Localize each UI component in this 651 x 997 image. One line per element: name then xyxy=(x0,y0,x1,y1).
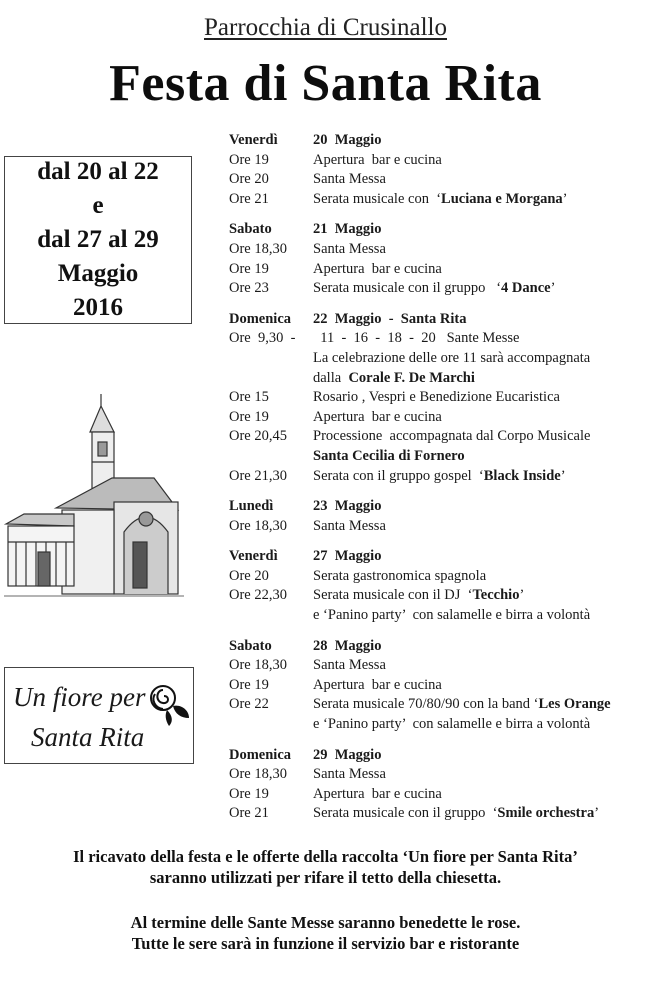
closing-note xyxy=(0,912,651,954)
schedule-row xyxy=(229,427,651,447)
event-description xyxy=(313,804,599,824)
dates-line: dal 20 al 22 xyxy=(37,158,159,185)
dates-line: e xyxy=(92,192,104,219)
event-text: Serata con il gruppo gospel ‘ xyxy=(313,467,484,484)
event-text: Processione accompagnata dal Corpo Musicale xyxy=(313,428,591,445)
page-title: Festa di Santa Rita xyxy=(109,55,542,112)
day-heading xyxy=(229,547,651,567)
day-name: Domenica xyxy=(229,310,292,327)
event-text: Serata musicale con il DJ ‘ xyxy=(313,587,473,604)
day-date: 22 Maggio - Santa Rita xyxy=(313,310,467,327)
schedule-day xyxy=(229,220,651,298)
event-time: Ore 20 xyxy=(229,567,269,584)
event-time: Ore 20 xyxy=(229,171,269,188)
event-time: Ore 18,30 xyxy=(229,240,287,257)
day-date: 29 Maggio xyxy=(313,746,382,763)
schedule-row xyxy=(229,676,651,696)
schedule-row xyxy=(229,369,651,389)
event-text: Serata musicale con ‘ xyxy=(313,190,442,207)
event-time: Ore 18,30 xyxy=(229,657,287,674)
event-time: Ore 18,30 xyxy=(229,766,287,783)
event-time: Ore 18,30 xyxy=(229,517,287,534)
schedule-row xyxy=(229,151,651,171)
event-description xyxy=(313,388,560,408)
day-heading xyxy=(229,497,651,517)
event-description xyxy=(313,170,386,190)
schedule-day xyxy=(229,547,651,625)
schedule-row xyxy=(229,517,651,537)
day-date: 21 Maggio xyxy=(313,221,382,238)
event-time: Ore 22,30 xyxy=(229,587,287,604)
event-text: Serata musicale con il gruppo ‘ xyxy=(313,805,498,822)
event-time: Ore 20,45 xyxy=(229,428,287,445)
event-description xyxy=(313,567,486,587)
day-heading xyxy=(229,220,651,240)
event-time: Ore 19 xyxy=(229,408,269,425)
event-text: e ‘Panino party’ con salamelle e birra a volontà xyxy=(313,716,591,733)
schedule-row xyxy=(229,656,651,676)
dates-box xyxy=(4,156,192,324)
schedule-day xyxy=(229,131,651,209)
schedule-day xyxy=(229,746,651,824)
day-date: 28 Maggio xyxy=(313,637,382,654)
event-time xyxy=(229,349,313,369)
schedule-row xyxy=(229,349,651,369)
event-text: 11 - 16 - 18 - 20 Sante Messe xyxy=(313,330,520,347)
event-time: Ore 19 xyxy=(229,785,269,802)
event-text: ’ xyxy=(560,467,566,484)
schedule-row xyxy=(229,715,651,735)
event-description xyxy=(313,447,465,467)
event-text: Rosario , Vespri e Benedizione Eucaristica xyxy=(313,389,560,406)
schedule-row xyxy=(229,765,651,785)
day-name: Sabato xyxy=(229,637,272,654)
event-description xyxy=(313,695,611,715)
day-name: Venerdì xyxy=(229,548,278,565)
event-highlight: Black Inside xyxy=(483,467,561,484)
proceeds-note-line2: saranno utilizzati per rifare il tetto della chiesetta. xyxy=(149,868,502,887)
event-description xyxy=(313,467,566,487)
schedule-row xyxy=(229,190,651,210)
event-description xyxy=(313,427,590,447)
event-time xyxy=(229,715,313,735)
day-date: 23 Maggio xyxy=(313,498,382,515)
event-time: Ore 21 xyxy=(229,805,269,822)
schedule-row xyxy=(229,447,651,467)
schedule-row xyxy=(229,170,651,190)
event-text: ’ xyxy=(594,805,600,822)
event-highlight: 4 Dance xyxy=(501,280,551,297)
event-description xyxy=(313,408,442,428)
event-text: e ‘Panino party’ con salamelle e birra a volontà xyxy=(313,607,591,624)
event-time: Ore 21 xyxy=(229,190,269,207)
event-time xyxy=(229,606,313,626)
event-description xyxy=(313,517,386,537)
dates-line: Maggio xyxy=(57,260,139,287)
rose-badge-line2: Santa Rita xyxy=(31,722,145,752)
schedule-row xyxy=(229,785,651,805)
event-text: Apertura bar e cucina xyxy=(313,785,442,802)
event-text: Serata gastronomica spagnola xyxy=(313,567,487,584)
event-description xyxy=(313,260,442,280)
event-text: dalla xyxy=(313,369,349,386)
event-text: La celebrazione delle ore 11 sarà accompagnata xyxy=(313,349,591,366)
event-text: Santa Messa xyxy=(313,240,386,257)
event-text: Apertura bar e cucina xyxy=(313,676,442,693)
dates-line: dal 27 al 29 xyxy=(37,226,159,253)
event-time: Ore 23 xyxy=(229,280,269,297)
event-description xyxy=(313,329,519,349)
schedule xyxy=(229,131,651,835)
proceeds-note-line1: Il ricavato della festa e le offerte della raccolta ‘Un fiore per Santa Rita’ xyxy=(73,847,578,866)
event-time: Ore 19 xyxy=(229,260,269,277)
event-text: ’ xyxy=(519,587,525,604)
schedule-row xyxy=(229,606,651,626)
event-text: Santa Messa xyxy=(313,171,386,188)
rose-badge xyxy=(4,667,194,764)
event-text: Serata musicale 70/80/90 con la band ‘ xyxy=(313,696,539,713)
day-date: 20 Maggio xyxy=(313,132,382,148)
day-name: Sabato xyxy=(229,221,272,238)
rose-icon xyxy=(145,678,193,728)
event-text: Serata musicale con il gruppo ‘ xyxy=(313,280,502,297)
schedule-day xyxy=(229,637,651,735)
closing-note-line2: Tutte le sere sarà in funzione il servizio bar e ristorante xyxy=(131,934,520,953)
schedule-day xyxy=(229,310,651,486)
day-heading xyxy=(229,637,651,657)
schedule-row xyxy=(229,467,651,487)
event-text: Apertura bar e cucina xyxy=(313,260,442,277)
day-name: Lunedì xyxy=(229,498,274,515)
church-illustration xyxy=(4,392,186,604)
event-highlight: Luciana e Morgana xyxy=(441,190,563,207)
event-time: Ore 15 xyxy=(229,389,269,406)
event-highlight: Les Orange xyxy=(538,696,611,713)
event-time: Ore 19 xyxy=(229,676,269,693)
schedule-row xyxy=(229,586,651,606)
event-time xyxy=(229,369,313,389)
day-name: Venerdì xyxy=(229,132,278,148)
day-heading xyxy=(229,746,651,766)
event-text: ’ xyxy=(562,190,568,207)
event-highlight: Corale F. De Marchi xyxy=(348,369,475,386)
parish-name: Parrocchia di Crusinallo xyxy=(204,14,447,41)
event-time xyxy=(229,447,313,467)
event-description xyxy=(313,240,386,260)
event-time: Ore 19 xyxy=(229,151,269,168)
day-name: Domenica xyxy=(229,746,292,763)
schedule-row xyxy=(229,408,651,428)
event-highlight: Tecchio xyxy=(472,587,520,604)
schedule-day xyxy=(229,497,651,536)
event-description xyxy=(313,765,386,785)
schedule-row xyxy=(229,279,651,299)
event-description xyxy=(313,190,568,210)
event-time: Ore 21,30 xyxy=(229,467,287,484)
event-text: ’ xyxy=(550,280,556,297)
event-description xyxy=(313,151,442,171)
event-text: Santa Messa xyxy=(313,517,386,534)
proceeds-note xyxy=(0,846,651,888)
event-description xyxy=(313,656,386,676)
event-description xyxy=(313,586,524,606)
day-heading xyxy=(229,310,651,330)
rose-badge-line1: Un fiore per xyxy=(13,682,146,712)
day-heading xyxy=(229,131,651,151)
event-text: Santa Messa xyxy=(313,657,386,674)
day-date: 27 Maggio xyxy=(313,548,382,565)
event-text: Apertura bar e cucina xyxy=(313,151,442,168)
dates-line: 2016 xyxy=(73,294,123,321)
event-text: Apertura bar e cucina xyxy=(313,408,442,425)
event-description xyxy=(313,676,442,696)
event-description xyxy=(313,279,555,299)
schedule-row xyxy=(229,260,651,280)
event-highlight: Smile orchestra xyxy=(497,805,595,822)
event-description xyxy=(313,715,590,735)
schedule-row xyxy=(229,388,651,408)
schedule-row xyxy=(229,567,651,587)
event-highlight: Santa Cecilia di Fornero xyxy=(313,447,465,464)
event-description xyxy=(313,606,590,626)
schedule-row xyxy=(229,695,651,715)
event-description xyxy=(313,369,475,389)
schedule-row xyxy=(229,240,651,260)
schedule-row xyxy=(229,329,651,349)
event-time: Ore 22 xyxy=(229,696,269,713)
schedule-row xyxy=(229,804,651,824)
event-text: Santa Messa xyxy=(313,766,386,783)
event-time: Ore 9,30 - xyxy=(229,330,296,347)
event-description xyxy=(313,349,590,369)
event-description xyxy=(313,785,442,805)
closing-note-line1: Al termine delle Sante Messe saranno benedette le rose. xyxy=(130,913,521,932)
